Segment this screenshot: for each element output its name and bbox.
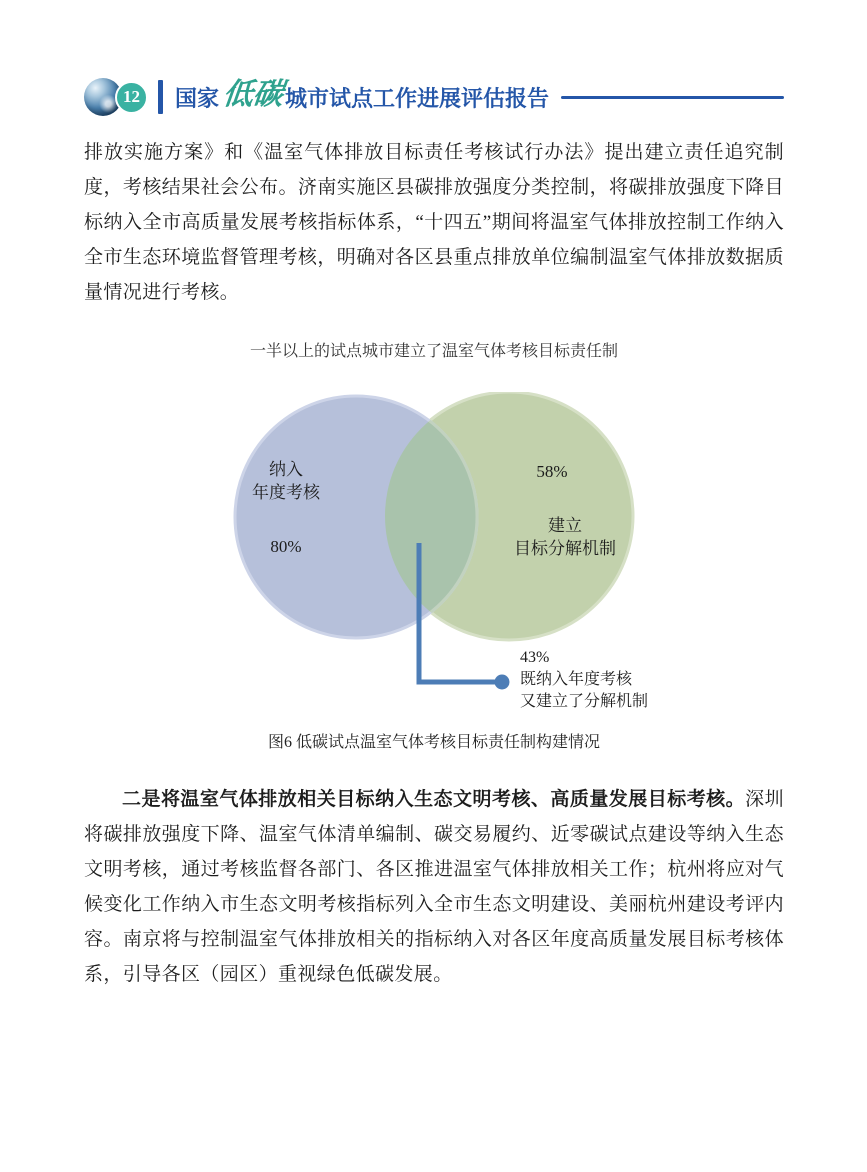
paragraph-2-rest: 深圳将碳排放强度下降、温室气体清单编制、碳交易履约、近零碳试点建设等纳入生态文明考核，通过考核监督各部门、各区推进温室气体排放相关工作；杭州将应对气候变化工作纳入市生态文明考核指标列入全市生态文明建设、美丽杭州建设考评内容。南京将与控制温室气体排放相关的指标纳入对各区年度高质量发展目标考核体系，引导各区（园区）重视绿色低碳发展。	[84, 789, 784, 985]
venn-right-label-line2: 目标分解机制	[514, 539, 616, 558]
report-title-stylized: 低碳	[221, 77, 285, 112]
venn-overlap-callout	[520, 647, 648, 713]
venn-connector-dot	[495, 675, 510, 690]
venn-figure	[218, 392, 648, 722]
paragraph-2-lead: 二是将温室气体排放相关目标纳入生态文明考核、高质量发展目标考核。	[122, 789, 746, 810]
paragraph-1: 排放实施方案》和《温室气体排放目标责任考核试行办法》提出建立责任追究制度，考核结果社会公布。济南实施区县碳排放强度分类控制，将碳排放强度下降目标纳入全市高质量发展考核指标体系，“十四五”期间将温室气体排放控制工作纳入全市生态环境监督管理考核，明确对各区县重点排放单位编制温室气体排放数据质量情况进行考核。	[84, 142, 784, 303]
report-title-suffix: 城市试点工作进展评估报告	[285, 85, 550, 111]
header-divider-bar	[158, 80, 163, 114]
venn-right-value: 58%	[536, 462, 568, 481]
report-title	[175, 77, 550, 114]
header-rule	[561, 96, 784, 99]
venn-overlap-label-line2: 又建立了分解机制	[520, 693, 649, 710]
venn-left-label	[226, 458, 346, 504]
page-number-badge	[115, 81, 148, 114]
venn-right-label-line1: 建立	[548, 516, 582, 535]
venn-left-label-line2: 年度考核	[252, 483, 320, 502]
venn-overlap-value: 43%	[520, 649, 550, 666]
venn-left-value: 80%	[270, 537, 302, 556]
figure-title: 一半以上的试点城市建立了温室气体考核目标责任制	[249, 343, 618, 360]
venn-right-label	[490, 514, 640, 560]
page-number: 12	[123, 87, 140, 106]
page-header	[84, 74, 784, 120]
venn-overlap-label-line1: 既纳入年度考核	[520, 671, 633, 688]
venn-left-label-line1: 纳入	[269, 460, 303, 479]
paragraph-2	[84, 782, 784, 992]
figure-caption: 图6 低碳试点温室气体考核目标责任制构建情况	[267, 734, 600, 751]
report-title-prefix: 国家	[175, 85, 220, 111]
